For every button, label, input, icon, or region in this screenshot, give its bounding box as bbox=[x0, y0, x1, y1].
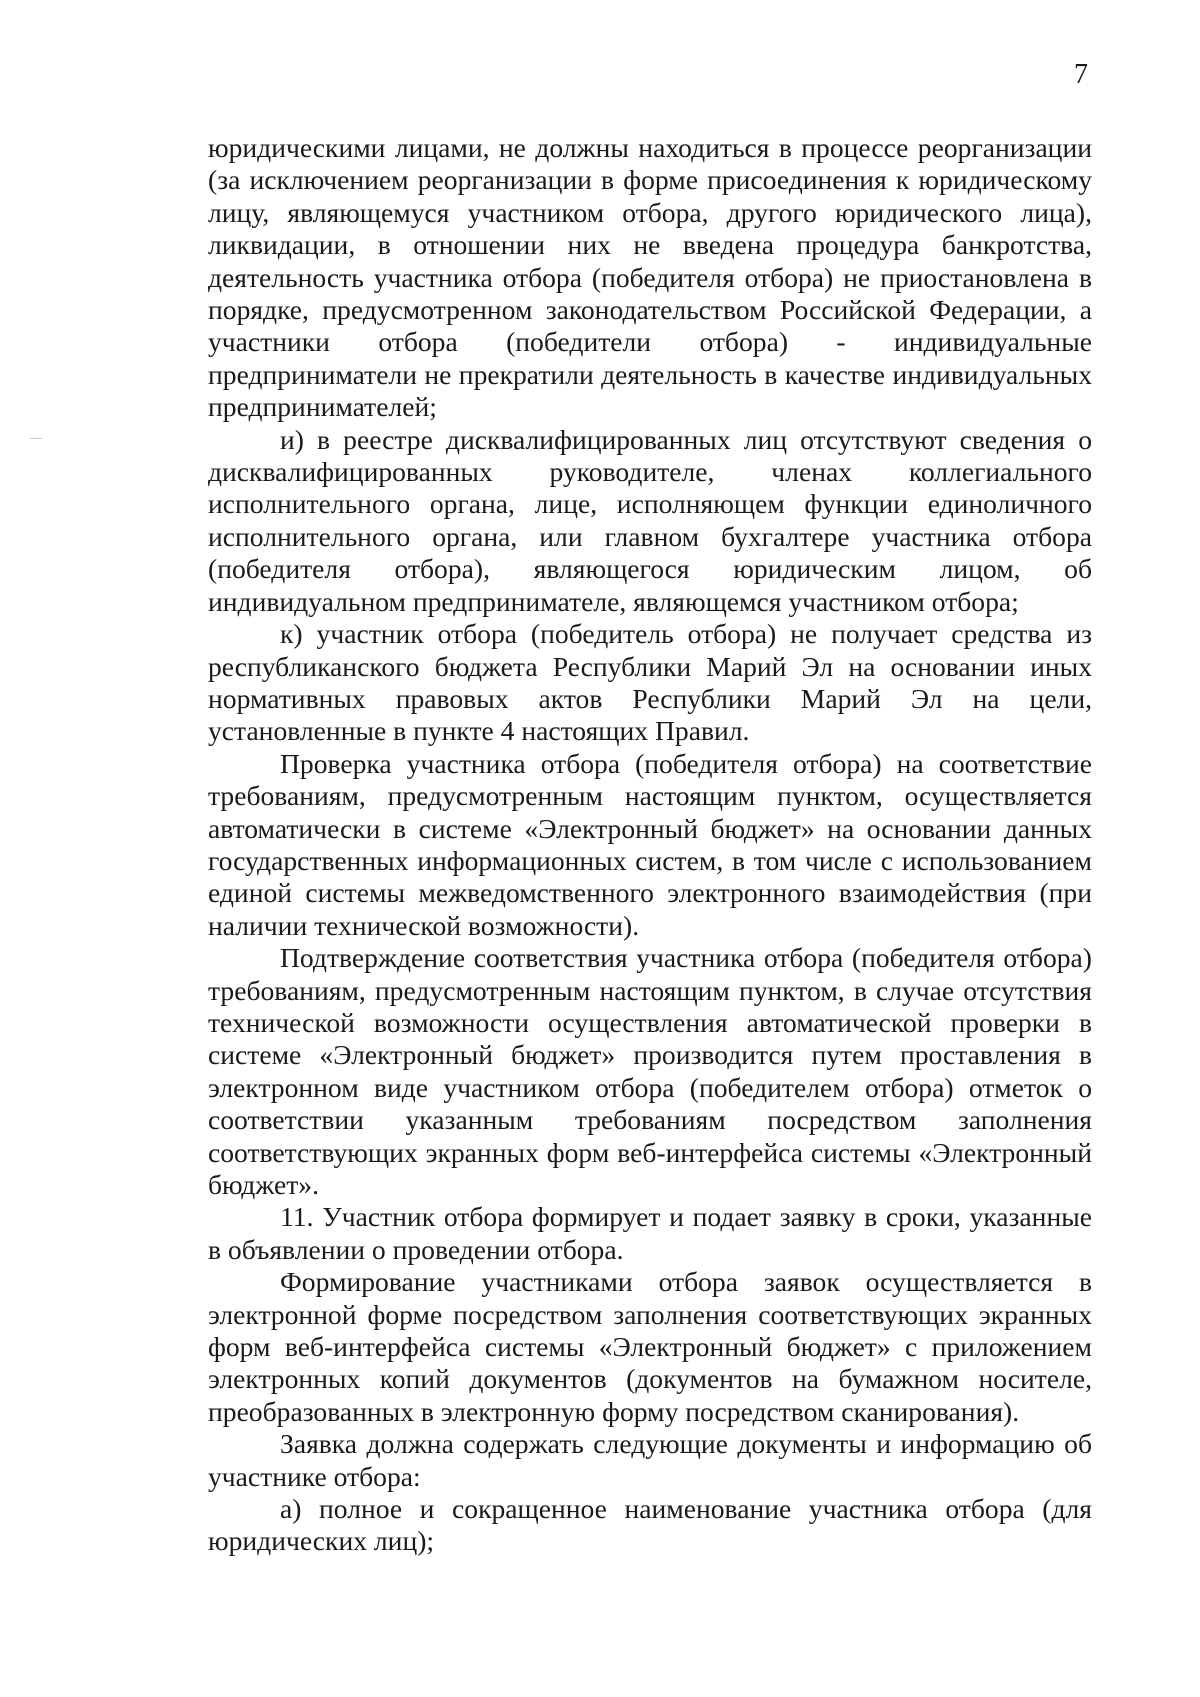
paragraph-item-i: и) в реестре дисквалифицированных лиц отсутствуют сведения о дисквалифицированных руководителе, членах коллегиального исполнительного органа, лице, исполняющем функции единоличного исполнительного органа, или главном бухгалтере участника отбора (победителя отбора), являющегося юридическим лицом, об индивидуальном предпринимателе, являющемся участником отбора; bbox=[208, 423, 1092, 617]
paragraph-verification: Проверка участника отбора (победителя отбора) на соответствие требованиям, предусмотренным настоящим пунктом, осуществляется автоматически в системе «Электронный бюджет» на основании данных государственных информационных систем, в том числе с использованием единой системы межведомственного электронного взаимодействия (при наличии технической возможности). bbox=[208, 747, 1092, 941]
paragraph-application-contents: Заявка должна содержать следующие документы и информацию об участнике отбора: bbox=[208, 1428, 1092, 1492]
paragraph-clause-11: 11. Участник отбора формирует и подает заявку в сроки, указанные в объявлении о проведении отбора. bbox=[208, 1201, 1092, 1265]
paragraph-continuation: юридическими лицами, не должны находиться в процессе реорганизации (за исключением реорганизации в форме присоединения к юридическому лицу, являющемуся участником отбора, другого юридического лица), ликвидации, в отношении них не введена процедура банкротства, деятельность участника отбора (победителя отбора) не приостановлена в порядке, предусмотренном законодательством Российской Федерации, а участники отбора (победители отбора) - индивидуальные предприниматели не прекратили деятельность в качестве индивидуальных предпринимателей; bbox=[208, 132, 1092, 423]
paragraph-confirmation: Подтверждение соответствия участника отбора (победителя отбора) требованиям, предусмотренным настоящим пунктом, в случае отсутствия технической возможности осуществления автоматической проверки в системе «Электронный бюджет» производится путем проставления в электронном виде участником отбора (победителем отбора) отметок о соответствии указанным требованиям посредством заполнения соответствующих экранных форм веб-интерфейса системы «Электронный бюджет». bbox=[208, 942, 1092, 1200]
page-number: 7 bbox=[1074, 59, 1088, 90]
scan-artifact bbox=[30, 438, 42, 439]
paragraph-item-a: а) полное и сокращенное наименование участника отбора (для юридических лиц); bbox=[208, 1493, 1092, 1557]
paragraph-item-k: к) участник отбора (победитель отбора) не получает средства из республиканского бюджета Республики Марий Эл на основании иных нормативных правовых актов Республики Марий Эл на цели, установленные в пункте 4 настоящих Правил. bbox=[208, 618, 1092, 747]
paragraph-application-forming: Формирование участниками отбора заявок осуществляется в электронной форме посредством заполнения соответствующих экранных форм веб-интерфейса системы «Электронный бюджет» с приложением электронных копий документов (документов на бумажном носителе, преобразованных в электронную форму посредством сканирования). bbox=[208, 1266, 1092, 1427]
document-body bbox=[208, 132, 1092, 1558]
